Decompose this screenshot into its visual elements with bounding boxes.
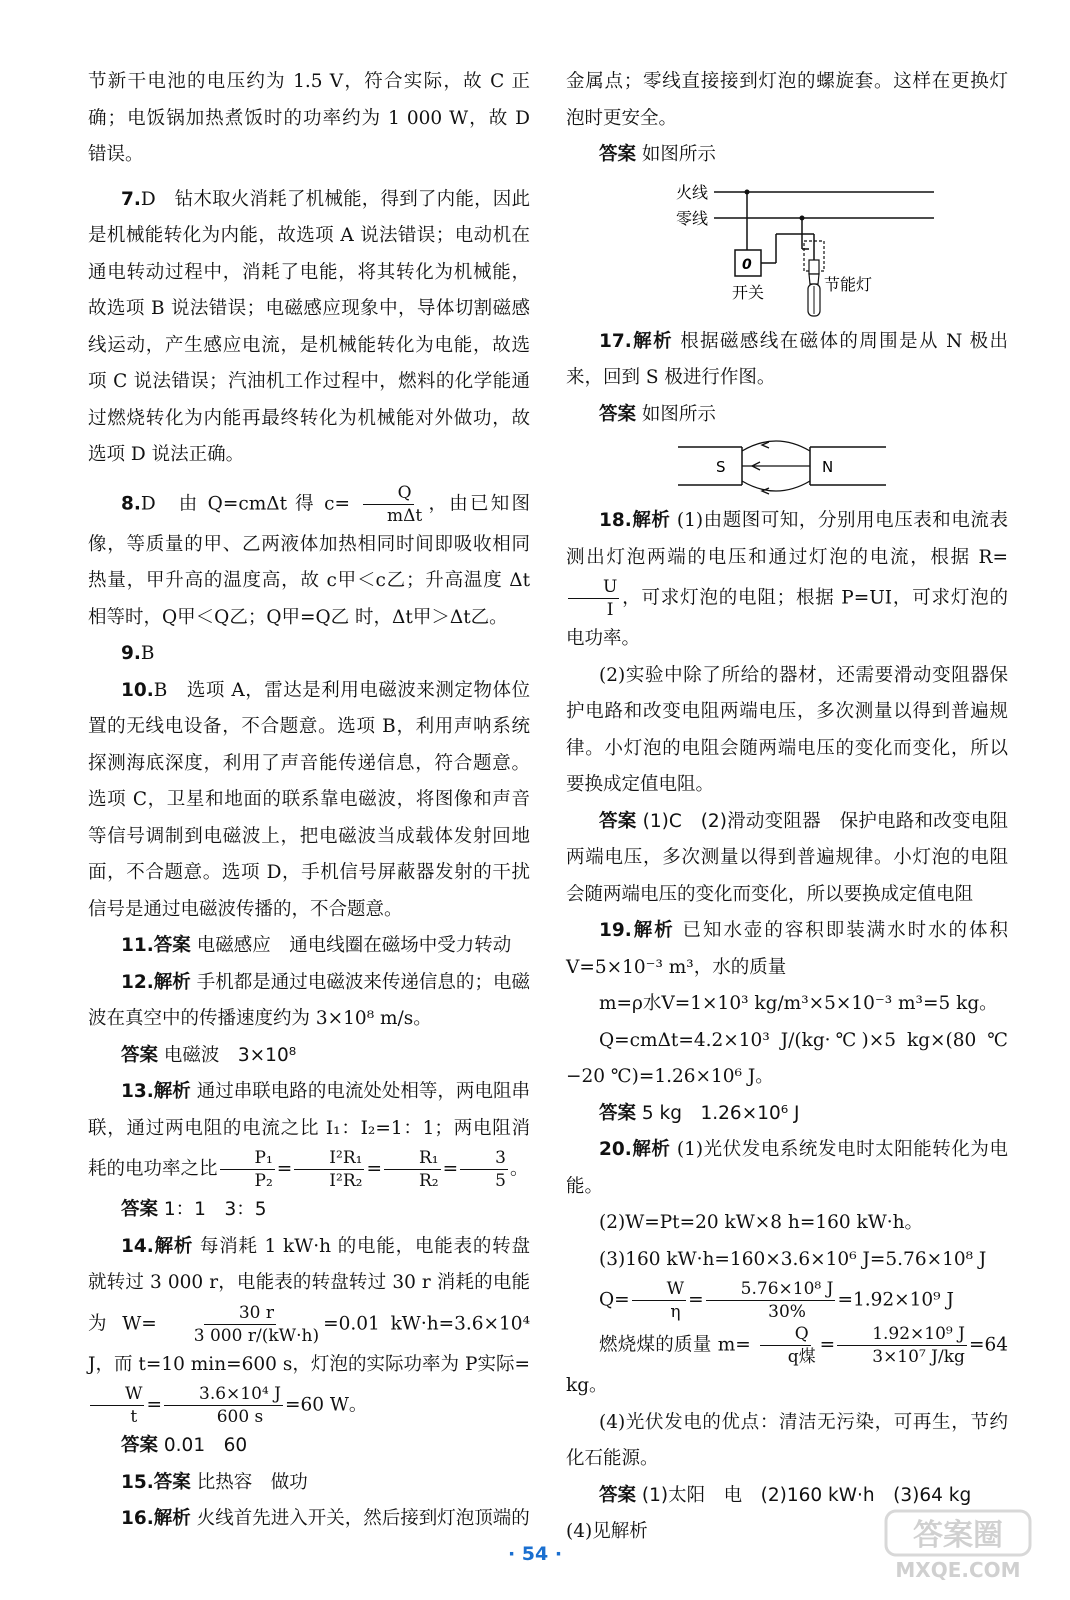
answer-13: 答案 1：1 3：5 [121,1199,267,1220]
answer-20: 答案 (1)太阳 电 (2)160 kW·h (3)64 kg [599,1484,972,1506]
question-17: 17.解析 根据磁感线在磁体的周围是从 N 极出来，回到 S 极进行作图。 [566,330,1008,388]
question-16: 16.解析 火线首先进入开关，然后接到灯泡顶端的 [121,1508,530,1529]
question-9: 9.B [121,643,155,664]
fraction: $\frac{\text{R₁}}{\text{R₂}}$ [384,1147,441,1192]
question-7: 7.D 钻木取火消耗了机械能，得到了内能，因此是机械能转化为内能，故选项 A 说法错误；电动机在通电转动过程中，消耗了电能，将其转化为机械能，故选项 B 说法错误；电磁感应现象中，导体切割磁感线运动，产生感应电流，是机械能转化为电能，故选项 C 说法错误；汽油机工作过程中，燃料的化学能通过燃烧转化为内能再最终转化为机械能对外做功，故选项 D 说法正确。 [88,188,530,465]
fraction: $\frac{Q}{\text{q煤}}$ [753,1323,818,1368]
fraction: $\frac{W}{\eta}$ [632,1278,686,1323]
right-column [566,64,1008,1551]
magnet-svg [566,433,1008,503]
question-20-line2: (2)W=Pt=20 kW×8 h=160 kW·h。 [599,1212,924,1233]
question-19-line2: m=ρ水V=1×10³ kg/m³×5×10⁻³ m³=5 kg。 [599,993,998,1014]
question-10: 10.B 选项 A，雷达是利用电磁波来测定物体位置的无线电设备，不合题意。选项 B，利用声呐系统探测海底深度，利用了声音能传递信息，符合题意。选项 C，卫星和地面的联系靠电磁波，将图像和声音等信号调制到电磁波上，把电磁波当成载体发射回地面，不合题意。选项 D，手机信号屏蔽器发射的干扰信号是通过电磁波传播的，不合题意。 [88,679,530,920]
question-19: 19.解析 已知水壶的容积即装满水时水的体积 V=5×10⁻³ m³，水的质量 [566,920,1008,978]
fraction: $\frac{Q}{\text{mΔt}}$ [352,482,424,527]
neutral-wire-label: 零线 [676,208,709,228]
right-para-continued: 金属点；零线直接接到灯泡的螺旋套。这样在更换灯泡时更安全。 [566,71,1008,129]
left-para-continued: 节新干电池的电压约为 1.5 V，符合实际，故 C 正确；电饭锅加热煮饭时的功率约为 1 000 W，故 D 错误。 [88,71,530,165]
answer-18: 答案 (1)C (2)滑动变阻器 保护电路和改变电阻两端电压，多次测量以得到普遍规律。小灯泡的电阻会随两端电压的变化而变化，所以要换成定值电阻 [566,810,1008,905]
question-18-part2: (2)实验中除了所给的器材，还需要滑动变阻器保护电路和改变电阻两端电压，多次测量以得到普遍规律。小灯泡的电阻会随两端电压的变化而变化，所以要换成定值电阻。 [566,664,1008,795]
watermark-bottom-text: MXQE.COM [895,1558,1021,1582]
question-11: 11.答案 电磁感应 通电线圈在磁场中受力转动 [121,935,512,956]
question-20-line5: 燃烧煤的质量 m= $\frac{Q}{\text{q煤}}$ = $\frac{\text{1.92×10⁹ J}}{\text{3×10⁷ J/kg}}$ =64 kg。 [566,1324,1008,1396]
question-15: 15.答案 比热容 做功 [121,1471,308,1493]
fraction: $\frac{30 r}{3 000 r/(kW\cdot h)}$ [193,1302,320,1346]
answer-16: 答案 如图所示 [599,144,716,165]
switch-symbol: 0 [742,256,752,273]
north-pole-label: N [822,458,834,476]
field-line [742,481,810,491]
fraction: $\frac{\text{5.76×10⁸ J}}{30\%}$ [706,1278,836,1323]
circuit-diagram [566,174,1008,324]
question-18: 18.解析 (1)由题图可知，分别用电压表和电流表测出灯泡两端的电压和通过灯泡的电流，根据 R= $\frac{U}{I}$ ，可求灯泡的电阻；根据 P=UI，可求灯泡的电功率。 [566,510,1008,649]
fraction: $\frac{\text{3.6×10⁴ J}}{600 s}$ [164,1383,283,1428]
south-pole-label: S [716,458,726,476]
fraction: $\frac{\text{1.92×10⁹ J}}{\text{3×10⁷ J/kg}}$ [837,1323,967,1368]
question-20-line6: (4)光伏发电的优点：清洁无污染，可再生，节约化石能源。 [566,1411,1008,1469]
question-20-line3: (3)160 kW·h=160×3.6×10⁶ J=5.76×10⁸ J [599,1248,987,1270]
lamp-label: 节能灯 [824,274,873,294]
fraction: $\frac{\text{I²R₁}}{\text{I²R₂}}$ [294,1147,364,1192]
question-20: 20.解析 (1)光伏发电系统发电时太阳能转化为电能。 [566,1139,1008,1197]
lamp-base [809,260,819,274]
question-12: 12.解析 手机都是通过电磁波来传递信息的；电磁波在真空中的传播速度约为 3×10⁸ m/s。 [88,971,530,1029]
question-20-line4: Q= $\frac{W}{\eta}$ = $\frac{\text{5.76×10⁸ J}}{30\%}$ =1.92×10⁹ J [599,1279,954,1322]
watermark-top-text: 答案圈 [913,1518,1003,1553]
answer-19: 答案 5 kg 1.26×10⁶ J [599,1102,800,1124]
fraction: $\frac{U}{I}$ [568,576,619,621]
left-column [88,64,530,1538]
question-19-line3: Q=cmΔt=4.2×10³ J/(kg·℃)×5 kg×(80 ℃−20 ℃)=1.26×10⁶ J。 [566,1029,1008,1087]
switch-label: 开关 [732,282,765,302]
live-wire-label: 火线 [676,182,709,202]
question-13: 13.解析 通过串联电路的电流处处相等，两电阻串联，通过两电阻的电流之比 I₁：I₂=1：1；两电阻消耗的电功率之比 $\frac{\text{P₁}}{\text{P₂}}$ = $\frac{\text{I²R₁}}{\text{I²R₂}}$ = $\frac{\text{R₁}}{\text{R₂}}$ = $\frac{3}{5}$ 。 [88,1081,530,1191]
answer-12: 答案 电磁波 3×10⁸ [121,1044,297,1066]
magnet-diagram [566,433,1008,503]
question-8: 8.D 由 Q=cmΔt 得 c= $\frac{Q}{\text{mΔt}}$ ，由已知图像，等质量的甲、乙两液体加热相同时间即吸收相同热量，甲升高的温度高，故 c甲＜c乙；升高温度 Δt 相等时，Q甲＜Q乙；Q甲=Q乙 时，Δt甲＞Δt乙。 [88,482,530,628]
answer-20-line2: (4)见解析 [566,1521,648,1542]
question-14: 14.解析 每消耗 1 kW·h 的电能，电能表的转盘就转过 3 000 r，电能表的转盘转过 30 r 消耗的电能为 W= $\frac{30 r}{3 000 r/(kW\cdot h)}$ =0.01 kW·h=3.6×10⁴ J，而 t=10 min=600 s，灯泡的实际功率为 P实际= $\frac{W}{t}$ = $\frac{\text{3.6×10⁴ J}}{600 s}$ =60 W。 [88,1235,530,1427]
fraction: $\frac{3}{5}$ [460,1147,508,1192]
watermark-logo [878,1505,1038,1585]
circuit-svg [566,174,1008,324]
answer-14: 答案 0.01 60 [121,1435,248,1456]
field-line [742,441,810,451]
answer-17: 答案 如图所示 [599,403,716,425]
fraction: $\frac{W}{t}$ [90,1383,144,1428]
page-number: · 54 · [507,1543,563,1565]
fraction: $\frac{\text{P₁}}{\text{P₂}}$ [220,1147,275,1192]
